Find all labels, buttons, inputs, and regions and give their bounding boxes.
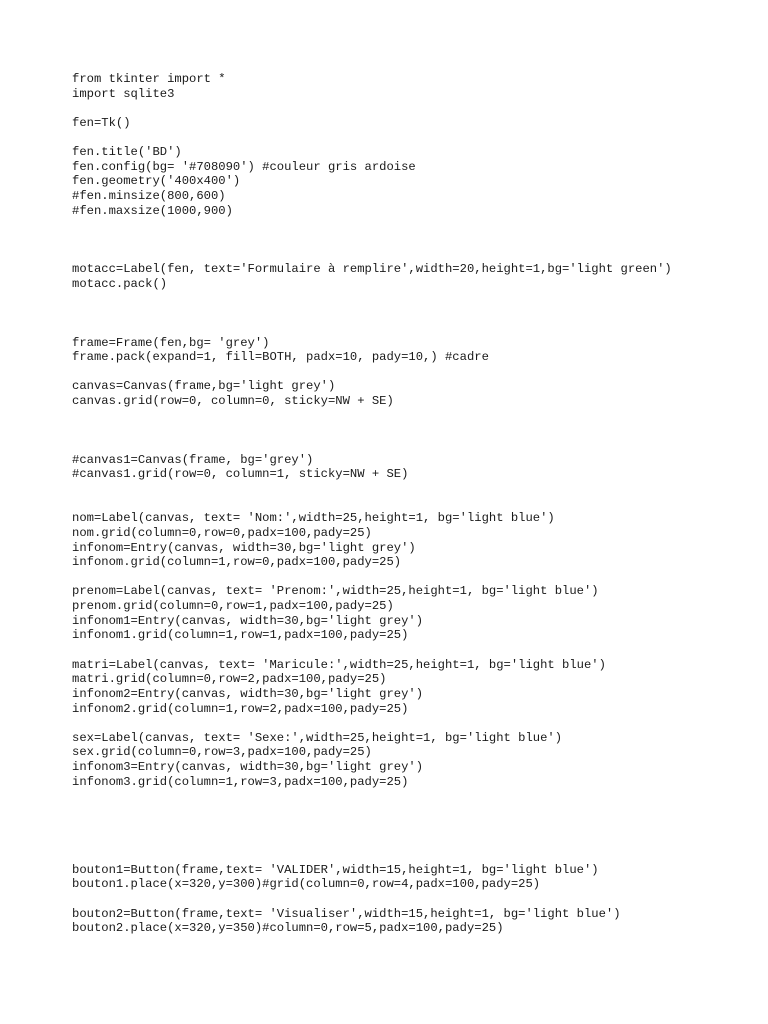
code-line: prenom.grid(column=0,row=1,padx=100,pady=25) bbox=[72, 599, 394, 614]
code-line: #fen.minsize(800,600) bbox=[72, 189, 226, 204]
code-line: bouton2=Button(frame,text= 'Visualiser',width=15,height=1, bg='light blue') bbox=[72, 906, 621, 921]
blank-line bbox=[72, 716, 672, 731]
code-line: frame.pack(expand=1, fill=BOTH, padx=10, pady=10,) #cadre bbox=[72, 350, 489, 365]
blank-line bbox=[72, 101, 672, 116]
blank-line bbox=[72, 423, 672, 438]
code-line: from tkinter import * bbox=[72, 72, 226, 86]
code-line: fen.geometry('400x400') bbox=[72, 174, 241, 189]
code-line: import sqlite3 bbox=[72, 86, 175, 101]
blank-line bbox=[72, 833, 672, 848]
blank-line bbox=[72, 804, 672, 819]
blank-line bbox=[72, 292, 672, 307]
code-line: prenom=Label(canvas, text= 'Prenom:',width=25,height=1, bg='light blue') bbox=[72, 584, 599, 599]
blank-line bbox=[72, 482, 672, 497]
code-line: canvas=Canvas(frame,bg='light grey') bbox=[72, 379, 336, 394]
code-line: fen=Tk() bbox=[72, 115, 131, 130]
code-line: #canvas1=Canvas(frame, bg='grey') bbox=[72, 452, 314, 467]
blank-line bbox=[72, 321, 672, 336]
code-line: fen.config(bg= '#708090') #couleur gris ardoise bbox=[72, 159, 416, 174]
code-line: infonom3.grid(column=1,row=3,padx=100,pady=25) bbox=[72, 774, 409, 789]
blank-line bbox=[72, 409, 672, 424]
code-line: #fen.maxsize(1000,900) bbox=[72, 203, 233, 218]
code-line: bouton1.place(x=320,y=300)#grid(column=0,row=4,padx=100,pady=25) bbox=[72, 877, 541, 892]
code-line: infonom2=Entry(canvas, width=30,bg='light grey') bbox=[72, 686, 424, 701]
code-line: fen.title('BD') bbox=[72, 145, 182, 160]
blank-line bbox=[72, 497, 672, 512]
code-line: matri.grid(column=0,row=2,padx=100,pady=25) bbox=[72, 672, 387, 687]
code-line: #canvas1.grid(row=0, column=1, sticky=NW + SE) bbox=[72, 467, 409, 482]
blank-line bbox=[72, 365, 672, 380]
blank-line bbox=[72, 131, 672, 146]
blank-line bbox=[72, 643, 672, 658]
code-line: nom=Label(canvas, text= 'Nom:',width=25,height=1, bg='light blue') bbox=[72, 511, 555, 526]
code-line: infonom.grid(column=1,row=0,padx=100,pady=25) bbox=[72, 555, 402, 570]
blank-line bbox=[72, 789, 672, 804]
code-line: sex.grid(column=0,row=3,padx=100,pady=25) bbox=[72, 745, 372, 760]
code-line: motacc.pack() bbox=[72, 276, 168, 291]
blank-line bbox=[72, 570, 672, 585]
blank-line bbox=[72, 848, 672, 863]
code-line: matri=Label(canvas, text= 'Maricule:',width=25,height=1, bg='light blue') bbox=[72, 657, 606, 672]
blank-line bbox=[72, 233, 672, 248]
code-listing bbox=[72, 72, 672, 936]
code-line: infonom1=Entry(canvas, width=30,bg='light grey') bbox=[72, 613, 424, 628]
code-line: infonom2.grid(column=1,row=2,padx=100,pady=25) bbox=[72, 701, 409, 716]
code-line: sex=Label(canvas, text= 'Sexe:',width=25,height=1, bg='light blue') bbox=[72, 730, 563, 745]
blank-line bbox=[72, 819, 672, 834]
blank-line bbox=[72, 892, 672, 907]
code-line: nom.grid(column=0,row=0,padx=100,pady=25) bbox=[72, 525, 372, 540]
code-line: bouton2.place(x=320,y=350)#column=0,row=5,padx=100,pady=25) bbox=[72, 921, 504, 936]
blank-line bbox=[72, 248, 672, 263]
blank-line bbox=[72, 218, 672, 233]
code-line: bouton1=Button(frame,text= 'VALIDER',width=15,height=1, bg='light blue') bbox=[72, 862, 599, 877]
code-line: infonom3=Entry(canvas, width=30,bg='light grey') bbox=[72, 760, 424, 775]
code-line: canvas.grid(row=0, column=0, sticky=NW + SE) bbox=[72, 394, 394, 409]
blank-line bbox=[72, 306, 672, 321]
blank-line bbox=[72, 438, 672, 453]
code-line: infonom1.grid(column=1,row=1,padx=100,pady=25) bbox=[72, 628, 409, 643]
code-line: frame=Frame(fen,bg= 'grey') bbox=[72, 335, 270, 350]
code-line: motacc=Label(fen, text='Formulaire à remplire',width=20,height=1,bg='light green') bbox=[72, 262, 672, 277]
code-line: infonom=Entry(canvas, width=30,bg='light grey') bbox=[72, 540, 416, 555]
